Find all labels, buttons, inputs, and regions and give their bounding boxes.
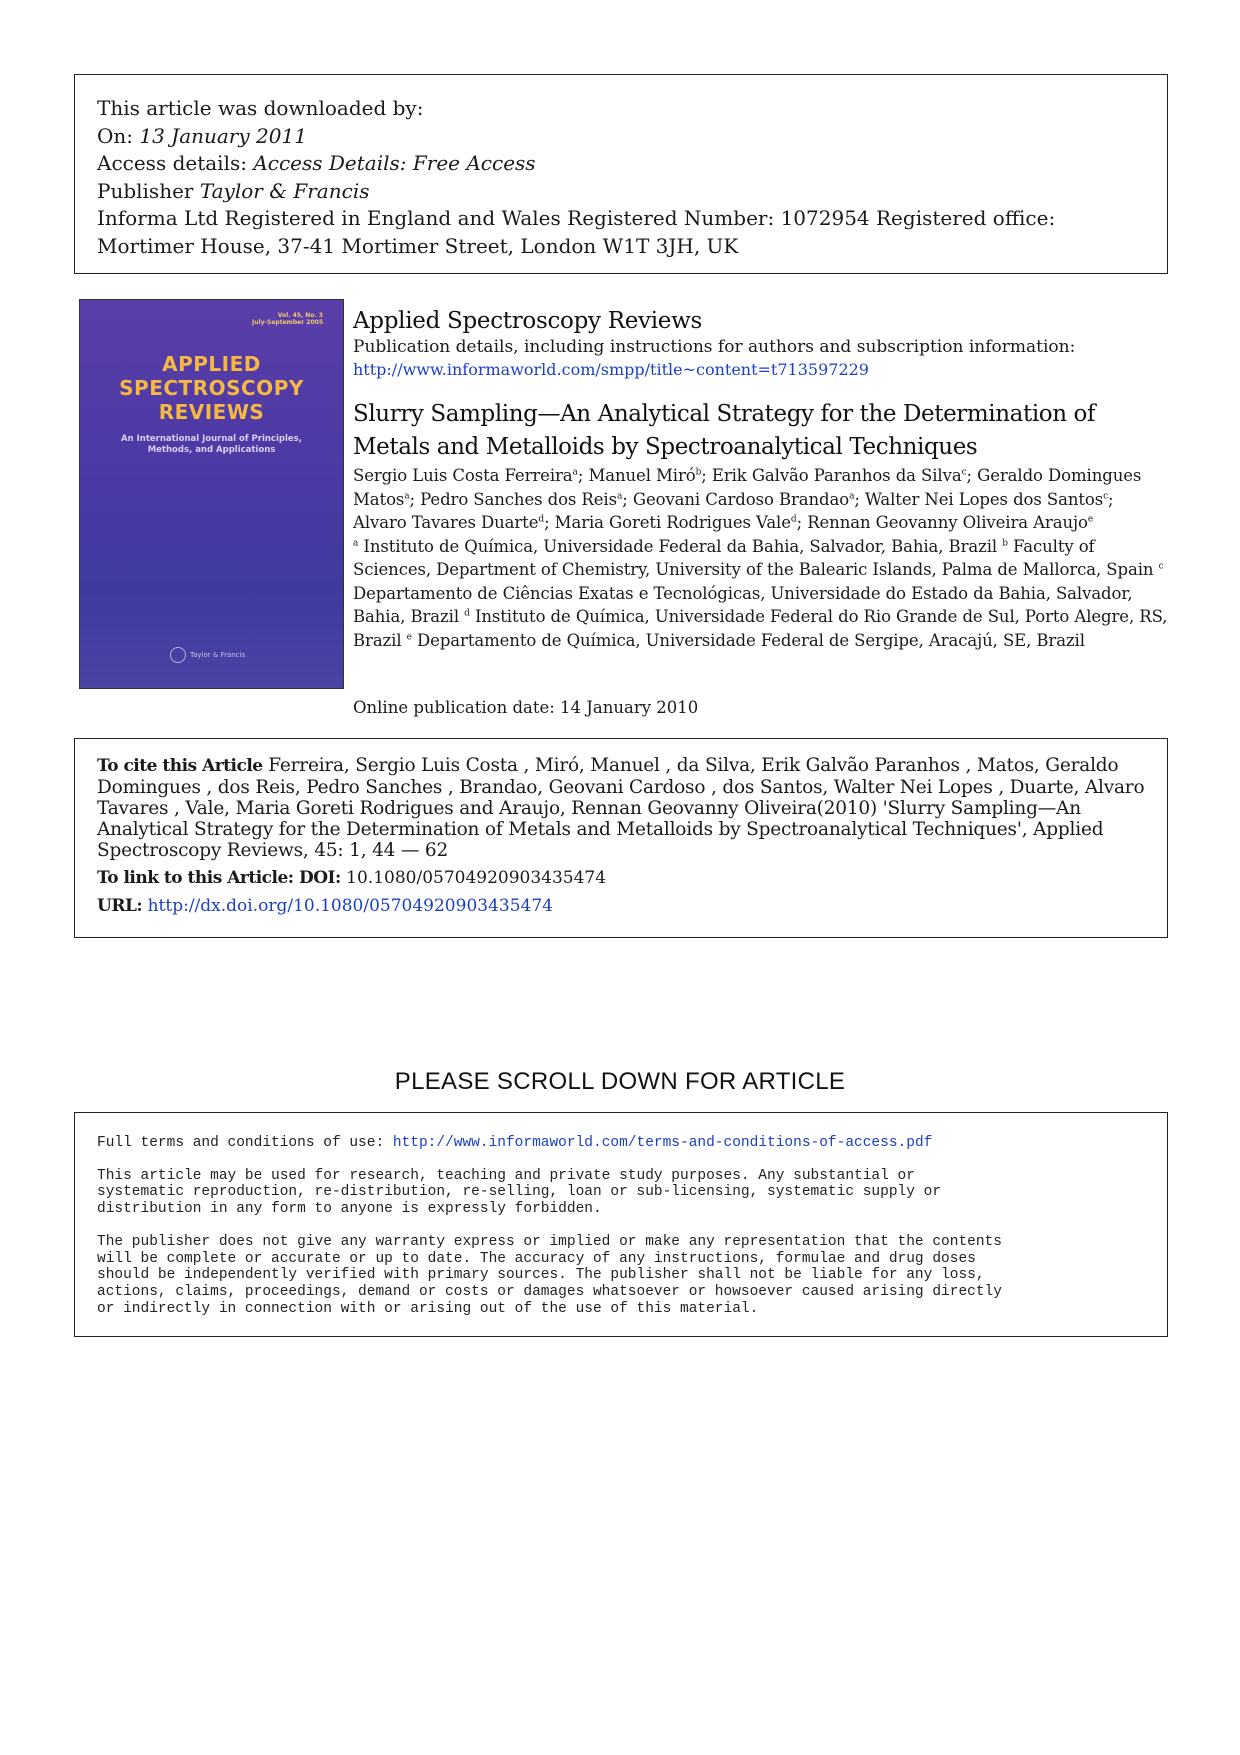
author-list: Sergio Luis Costa Ferreira$^a$; Manuel Miró$^b$; Erik Galvão Paranhos da Silva$^c$; Geraldo Domingues Matos$^a$; Pedro Sanches dos Reis$^a$; Geovani Cardoso Brandao$^a$; Walter Nei Lopes dos Santos$^c$; Alvaro Tavares Duarte$^d$; Maria Goreti Rodrigues Vale$^d$; Rennan Geovanny Oliveira Araujo$^e$ — [353, 466, 1142, 532]
url-label: URL: — [97, 896, 143, 916]
access-details — [97, 150, 1147, 178]
publisher-label: Publisher — [97, 178, 200, 203]
affiliation-mark: e — [406, 632, 412, 642]
author-name: Walter Nei Lopes dos Santos — [864, 489, 1104, 509]
cite-label: To cite this Article — [97, 756, 263, 776]
author-name: Rennan Geovanny Oliveira Araujo — [807, 513, 1088, 532]
author-name: Sergio Luis Costa Ferreira — [353, 466, 573, 485]
author-name: Geraldo Domingues Matos — [353, 466, 1142, 509]
on-value: 13 January 2011 — [139, 123, 307, 148]
terms-line — [97, 1135, 1147, 1152]
author-affiliation-mark: c — [961, 467, 967, 478]
author-name: Maria Goreti Rodrigues Vale — [554, 513, 791, 532]
doi-url-link[interactable]: http://dx.doi.org/10.1080/05704920903435474 — [147, 896, 553, 916]
cite-body: Ferreira, Sergio Luis Costa , Miró, Manuel , da Silva, Erik Galvão Paranhos , Matos, Geraldo Domingues , dos Reis, Pedro Sanches , Brandao, Geovani Cardoso , dos Santos, Walter Nei Lopes , Duarte, Alvaro Tavares , Vale, Maria Goreti Rodrigues and Araujo, Rennan Geovanny Oliveira(2010) 'Slurry Sampling—An Analytical Strategy for the Determination of Metals and Metalloids by Spectroanalytical Techniques', Applied Spectroscopy Reviews, 45: 1, 44 — 62 — [97, 755, 1145, 861]
taylor-francis-logo-icon — [170, 647, 186, 663]
affiliation-list — [353, 535, 1168, 653]
doi-line — [97, 867, 1147, 889]
author-affiliation-mark: d — [790, 514, 797, 525]
scroll-notice: PLEASE SCROLL DOWN FOR ARTICLE — [394, 1068, 846, 1095]
author-name: Geovani Cardoso Brandao — [632, 489, 850, 509]
access-value: Access Details: Free Access — [253, 151, 536, 175]
author-name: Manuel Miró — [588, 466, 696, 485]
doi-label: To link to this Article: DOI: — [97, 868, 341, 888]
cover-publisher-logo — [170, 647, 245, 663]
author-name: Erik Galvão Paranhos da Silva — [711, 466, 962, 485]
access-label: Access details: — [97, 151, 254, 175]
affiliation-mark: d — [464, 608, 470, 619]
author-name: Pedro Sanches dos Reis — [420, 489, 617, 509]
online-label: Online publication date: — [353, 698, 561, 717]
journal-url-link[interactable]: http://www.informaworld.com/smpp/title~content=t713597229 — [353, 360, 869, 379]
doi-value: 10.1080/05704920903435474 — [340, 868, 607, 888]
author-affiliation-mark: a — [572, 467, 578, 478]
citation-box — [74, 738, 1168, 938]
downloaded-by: This article was downloaded by: — [97, 96, 424, 120]
affiliation-mark: c — [1158, 561, 1164, 572]
author-affiliation-mark: a — [849, 491, 855, 501]
article-info — [353, 307, 1168, 652]
author-affiliation-mark: a — [404, 491, 410, 501]
author-affiliation-mark: b — [695, 467, 702, 478]
url-line — [97, 895, 1147, 917]
author-name: Alvaro Tavares Duarte — [353, 513, 539, 532]
affiliation-text: Instituto de Química, Universidade Federal da Bahia, Salvador, Bahia, Brazil — [358, 536, 1003, 556]
publisher — [97, 178, 1147, 206]
terms-warranty-paragraph: The publisher does not give any warranty express or implied or make any representation that the contents will be complete or accurate or up to date. The accuracy of any instructions, formulae and drug doses should be independently verified with primary sources. The publisher shall not be liable for any loss, actions, claims, proceedings, demand or costs or damages whatsoever or howsoever caused arising directly or indirectly in connection with or arising out of the use of this material. — [97, 1233, 1002, 1317]
publication-details: Publication details, including instructions for authors and subscription information: — [353, 337, 1076, 357]
terms-label: Full terms and conditions of use: — [97, 1135, 393, 1151]
informa-registration: Informa Ltd Registered in England and Wales Registered Number: 1072954 Registered office: Mortimer House, 37-41 Mortimer Street, London W1T 3JH, UK — [97, 206, 1056, 258]
affiliation-text: Departamento de Ciências Exatas e Tecnológicas, Universidade do Estado da Bahia, Salvador, Bahia, Brazil — [353, 583, 1133, 626]
author-affiliation-mark: a — [616, 491, 623, 501]
affiliation-text: Departamento de Química, Universidade Federal de Sergipe, Aracajú, SE, Brazil — [411, 630, 1085, 650]
affiliation-text: Instituto de Química, Universidade Federal do Rio Grande de Sul, Porto Alegre, RS, Brazil — [353, 607, 1168, 650]
on-label: On: — [97, 123, 140, 148]
online-date: 14 January 2010 — [560, 698, 699, 717]
citation-text — [97, 755, 1147, 861]
author-affiliation-mark: c — [1103, 491, 1109, 501]
terms-box — [74, 1112, 1168, 1337]
cover-title: APPLIED SPECTROSCOPY REVIEWS — [119, 352, 304, 424]
cover-issue: Vol. 45, No. 3 July-September 2005 — [252, 312, 323, 326]
cover-subtitle: An International Journal of Principles, Methods, and Applications — [121, 434, 302, 455]
cover-publisher-name: Taylor & Francis — [190, 651, 246, 659]
publisher-value: Taylor & Francis — [199, 178, 370, 203]
journal-cover-image — [79, 299, 344, 689]
terms-url-link[interactable]: http://www.informaworld.com/terms-and-conditions-of-access.pdf — [392, 1135, 933, 1151]
download-info-box — [74, 74, 1168, 274]
journal-title: Applied Spectroscopy Reviews — [353, 308, 703, 334]
author-affiliation-mark: d — [538, 514, 545, 525]
affiliation-text: Faculty of Sciences, Department of Chemistry, University of the Balearic Islands, Palma de Mallorca, Spain — [353, 536, 1159, 579]
terms-usage-paragraph: This article may be used for research, teaching and private study purposes. Any substantial or systematic reproduction, re-distribution, re-selling, loan or sub-licensing, systematic supply or distribution in any form to anyone is expressly forbidden. — [97, 1167, 942, 1218]
affiliation-mark: a — [353, 538, 359, 548]
online-publication-date — [353, 697, 698, 719]
article-title: Slurry Sampling—An Analytical Strategy for the Determination of Metals and Metalloids by Spectroanalytical Techniques — [353, 401, 1096, 460]
download-date — [97, 123, 1147, 151]
affiliation-mark: b — [1002, 538, 1008, 548]
author-affiliation-mark: e — [1087, 514, 1094, 525]
